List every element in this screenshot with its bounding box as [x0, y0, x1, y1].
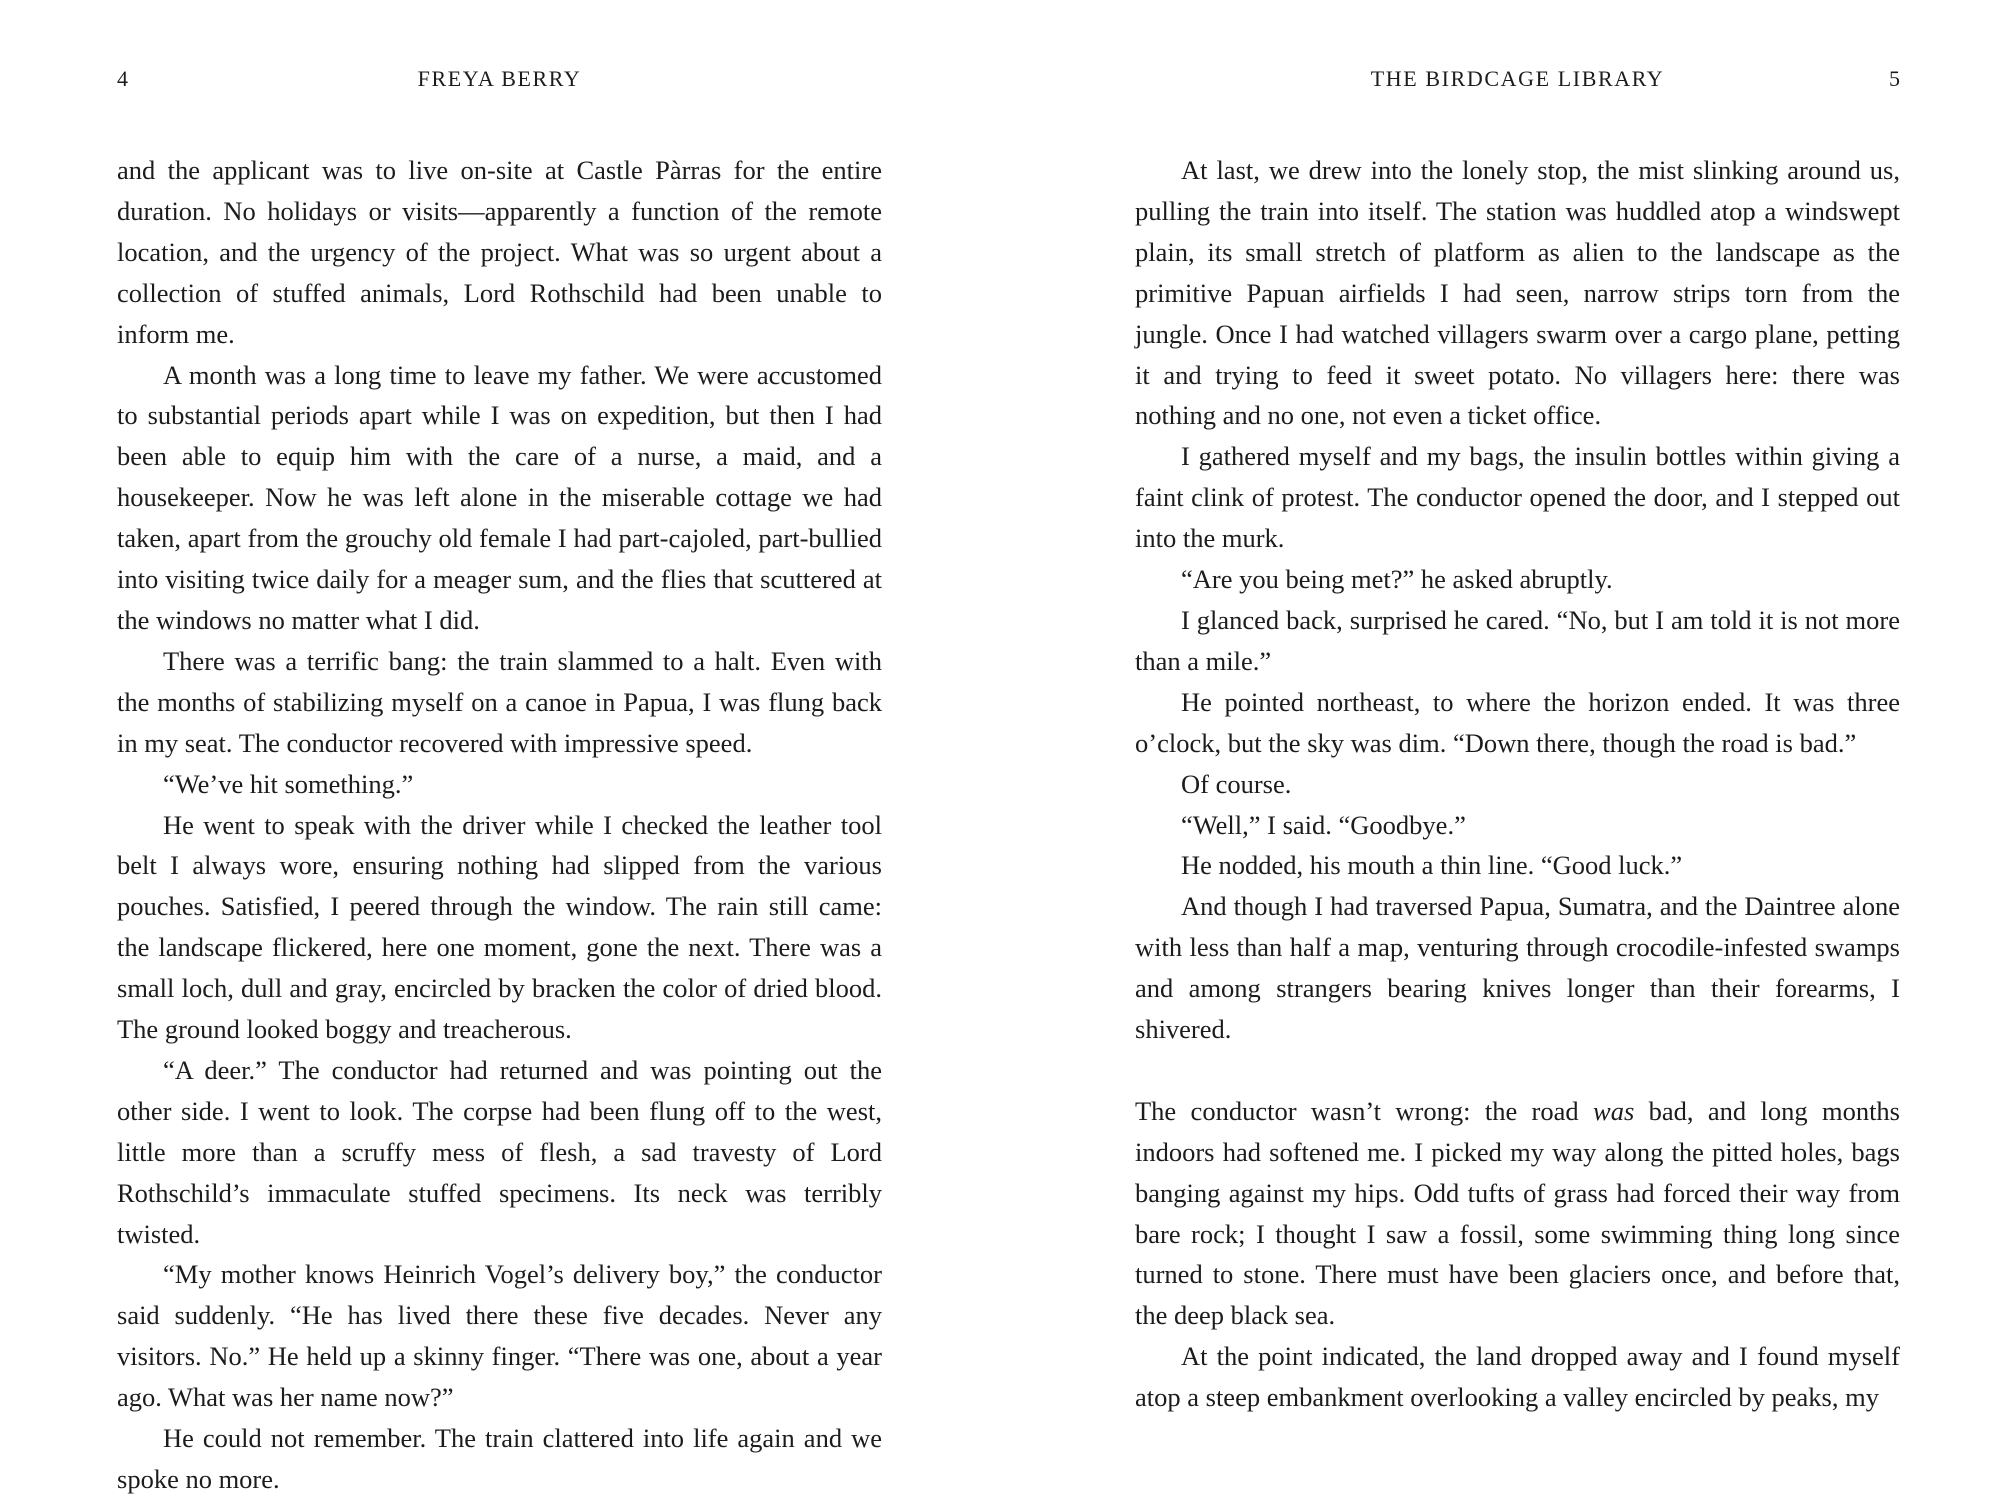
section-break-paragraph — [1135, 1091, 1900, 1336]
left-page-number: 4 — [117, 66, 128, 91]
paragraph: “A deer.” The conductor had returned and was pointing out the other side. I went to look. The corpse had been flung off to the west, little more than a scruffy mess of flesh, a sad travesty of Lord Rothschild’s immaculate stuffed specimens. Its neck was terribly twisted. — [117, 1054, 882, 1249]
text-run: bad, and long months indoors had softened me. I picked my way along the pitted holes, bags banging against my hips. Odd tufts of grass had forced their way from bare rock; I thought I saw a fossil, some swimming thing long since turned to stone. There must have been glaciers once, and before that, the deep black sea. — [1135, 1095, 1900, 1331]
paragraph: I glanced back, surprised he cared. “No, but I am told it is not more than a mile.” — [1135, 604, 1900, 676]
paragraph: He went to speak with the driver while I checked the leather tool belt I always wore, ensuring nothing had slipped from the various pouches. Satisfied, I peered through the window. The rain still came: the landscape flickered, here one moment, gone the next. There was a small loch, dull and gray, encircled by bracken the color of dried blood. The ground looked boggy and treacherous. — [117, 809, 882, 1045]
text-run: The conductor wasn’t wrong: the road — [1135, 1095, 1594, 1126]
emphasis-text: was — [1593, 1095, 1635, 1126]
left-running-head-title: FREYA BERRY — [417, 66, 582, 91]
left-body-text — [117, 150, 882, 1500]
paragraph: “My mother knows Heinrich Vogel’s delivery boy,” the conductor said suddenly. “He has lived there these five decades. Never any visitors. No.” He held up a skinny finger. “There was one, about a year ago. What was her name now?” — [117, 1259, 882, 1413]
right-body-text — [1135, 150, 1900, 1418]
left-running-head — [117, 66, 882, 96]
right-page — [1135, 0, 1900, 1500]
right-page-number: 5 — [1889, 66, 1900, 91]
paragraph: There was a terrific bang: the train slammed to a halt. Even with the months of stabilizing myself on a canoe in Papua, I was flung back in my seat. The conductor recovered with impressive speed. — [117, 645, 882, 758]
paragraph: Of course. — [1181, 768, 1292, 799]
paragraph: He nodded, his mouth a thin line. “Good luck.” — [1181, 850, 1683, 881]
paragraph: And though I had traversed Papua, Sumatra, and the Daintree alone with less than half a map, venturing through crocodile-infested swamps and among strangers bearing knives longer than their forearms, I shivered. — [1135, 891, 1900, 1045]
paragraph: “Well,” I said. “Goodbye.” — [1181, 809, 1466, 840]
right-running-head — [1135, 66, 1900, 96]
paragraph: I gathered myself and my bags, the insulin bottles within giving a faint clink of protest. The conductor opened the door, and I stepped out into the murk. — [1135, 441, 1900, 554]
paragraph: “Are you being met?” he asked abruptly. — [1181, 564, 1613, 595]
paragraph: and the applicant was to live on-site at Castle Pàrras for the entire duration. No holidays or visits—apparently a function of the remote location, and the urgency of the project. What was so urgent about a collection of stuffed animals, Lord Rothschild had been unable to inform me. — [117, 155, 882, 349]
paragraph: At the point indicated, the land dropped away and I found myself atop a steep embankment overlooking a valley encircled by peaks, my — [1135, 1341, 1900, 1413]
paragraph: “We’ve hit something.” — [163, 768, 414, 799]
left-page — [117, 0, 882, 1500]
paragraph: He could not remember. The train clattered into life again and we spoke no more. — [117, 1423, 882, 1494]
paragraph: At last, we drew into the lonely stop, the mist slinking around us, pulling the train into itself. The station was huddled atop a windswept plain, its small stretch of platform as alien to the landscape as the primitive Papuan airfields I had seen, narrow strips torn from the jungle. Once I had watched villagers swarm over a cargo plane, petting it and trying to feed it sweet potato. No villagers here: there was nothing and no one, not even a ticket office. — [1135, 155, 1900, 431]
right-running-head-title: THE BIRDCAGE LIBRARY — [1370, 66, 1665, 91]
paragraph: He pointed northeast, to where the horizon ended. It was three o’clock, but the sky was dim. “Down there, though the road is bad.” — [1135, 686, 1900, 758]
paragraph: A month was a long time to leave my father. We were accustomed to substantial periods apart while I was on expedition, but then I had been able to equip him with the care of a nurse, a maid, and a housekeeper. Now he was left alone in the miserable cottage we had taken, apart from the grouchy old female I had part-cajoled, part-bullied into visiting twice daily for a meager sum, and the flies that scuttered at the windows no matter what I did. — [117, 359, 882, 635]
